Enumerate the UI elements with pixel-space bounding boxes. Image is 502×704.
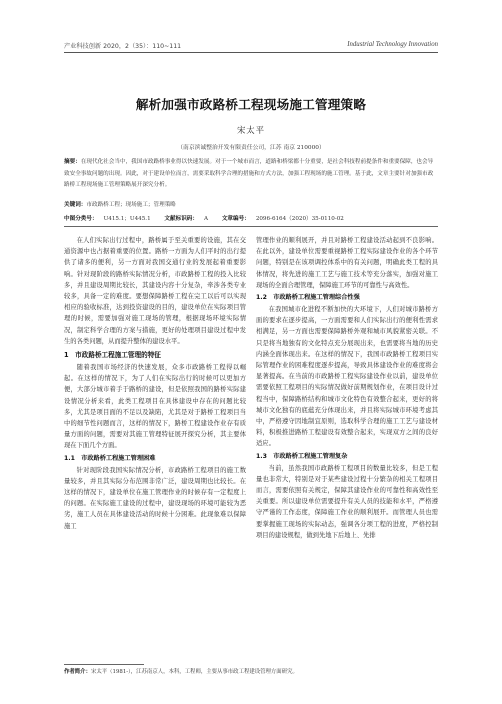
abstract-rule: [64, 226, 438, 227]
author-affiliation: （南京滨诚整治开发有限责任公司，江苏 南京 210000）: [177, 145, 325, 151]
doc-code-label: 文献标识码：: [164, 216, 198, 222]
footnote-label: 作者简介：: [64, 669, 91, 675]
subsection-1-3-paragraph: 当前，虽然我国市政路桥工程项目的数量比较多，但是工程量也非常大，特别是对于某些建设过程十分繁杂的相关工程项目而言，需要依照有关规定，保障其建设作业的可靠性和高效性至关重要。所以建设单位需要提升有关人员的技能和水平，严格遵守严谨的工作态度，保障施工作业的顺利展开。而管理人员也需要掌握施工现场的实际动态，强调各分项工程的进度，严格控制项目的建设规程，做到先地下后地上、先排: [256, 464, 438, 539]
keywords: [64, 200, 438, 208]
article-id-value: 2096-6164（2020）35-0110-02: [255, 216, 344, 222]
abstract: [64, 157, 438, 192]
abstract-label: 摘要：: [64, 159, 81, 165]
right-column: [256, 235, 438, 541]
keywords-text: 市政路桥工程；现场施工；管理策略: [86, 202, 176, 208]
section-1-paragraph: 随着我国市场经济的快速发展，众多市政路桥工程得以崛起。在这样的情况下，为了人们在实际出行的时候可以更加方便，大部分城市着手于路桥的建设，但是依照我国的路桥实际建设情况分析来看，此类工程项目在具体建设中存在的问题比较多，尤其是项目面的不足以及缺陷，尤其是对于路桥工程项目当中的细节性问题而言，这样的情况下，路桥工程建设作业存有质量方面的问题，需要对其施工管理特征展开探究分析，其主要体现在下面几个方面。: [64, 364, 246, 450]
subsection-1-2-paragraph: 在我国城市化进程不断加快的大环境下，人们对城市路桥方面的要求在逐步提高，一方面需要和人们实际出行的便利性需求相满足，另一方面也需要保障路桥外观和城市风貌紧密关联。不只是将当地独有的文化特点充分展现出来，也需要将当地的历史内涵全面体现出来。在这样的情况下，我国市政路桥工程项目实际管理作业的困难程度逐步提高，导致具体建设作业的难度将会显著提高。在当前的市政路桥工程实际建设作业以前，建设单位需要依照工程项目的实际情况做好前期规划作业，在项目设计过程当中，保障路桥结构和城市文化特色有效整合起来，更好的将城市文化独有的底蕴充分体现出来，并且将实际城市环境考虑其中，严格遵守因地制宜原则，选取科学合理的施工工艺与建设材料，积极推进路桥工程建设有效整合起来，实现双方之间的良好适应。: [256, 306, 438, 448]
author-footnote: [64, 667, 438, 675]
clc-label: 中图分类号：: [64, 216, 98, 222]
continued-paragraph: 管理作业的顺利展开，并且对路桥工程建设活动起到不良影响。在此以外，建设单位需要重视路桥工程实际建设作业的各个环节问题，特别是在该项调控体系中的有关问题，明确此类工程的具体情况，将先进的施工工艺与施工技术等充分落实，加强对施工现场的全面合理管理，保障施工环节的可靠性与高效性。: [256, 237, 438, 289]
footnote-text: 宋太平（1981-），江苏南京人，本科，工程师，主要从事市政工程建设管理方面研究。: [90, 669, 298, 675]
abstract-text: 在现代化社会当中，我国市政路桥事业得以快速发展。对于一个城市而言，道路和桥梁都十分重要，是社会科技程前提条件和重要保障，也会导致安全事故问题的出现。因此，对于建设单位而言，需要采取科学合理的措施和方式方法，加强工程现场的施工管理。基于此，文章主要针对加强市政路桥工程现场施工管理策略展开深究分析。: [64, 159, 434, 188]
journal-english-name: Industrial Technology Innovation: [347, 41, 438, 48]
classification-line: [64, 214, 438, 222]
article-title: 解析加强市政路桥工程现场施工管理策略: [135, 97, 367, 112]
intro-paragraph: 在人们实际出行过程中，路桥属于至关重要的设施，其在交通资源中也占据着重要的位置。路桥一方面为人们平时的出行提供了诸多的便利，另一方面对我国交通行业的发展起着重要影响。针对现阶段的路桥实际情况分析，市政路桥工程的投入比较多，并且建设周期比较长，其建设内容十分复杂，牵涉各类专业较多，具备一定的难度。要想保障路桥工程在完工以后可以实现相应的验收标准，达到投资建设的目的，建设单位在实际项目管理的时候，需要加强对施工现场的管理，根据现场环境实际情况，制定科学合理的方案与措施，更好的处理项目建设过程中发生的各类问题，从而提升整体的建设水平。: [64, 237, 246, 345]
footnote-rule: [64, 664, 144, 665]
subsection-heading-1-1: 1.1 市政路桥工程施工管理困难: [64, 454, 156, 462]
article-id-label: 文章编号：: [221, 216, 250, 222]
doc-code-value: A: [204, 216, 209, 222]
clc-value: U415.1；U445.1: [103, 216, 151, 222]
journal-citation: 产业科技创新 2020，2（35）：110~111: [64, 43, 182, 50]
subsection-heading-1-2: 1.2 市政路桥工程施工管理综合性强: [256, 294, 360, 302]
left-column: [64, 235, 246, 532]
header-rule: [64, 52, 438, 53]
subsection-heading-1-3: 1.3 市政路桥工程施工管理复杂: [256, 452, 348, 460]
subsection-1-1-paragraph: 针对现阶段我国实际情况分析，市政路桥工程项目的施工数量较多，并且其实际分布范围非常广泛，建设周期也比较长。在这样的情况下，建设单位在施工管理作业的时候存有一定程度上的问题。在实际施工建设的过程中，建设现场的环境可能较为恶劣，施工人员在具体建设活动的时候十分困难。此现象难以保障施工: [64, 466, 246, 530]
article-author: 宋太平: [236, 125, 266, 135]
section-heading-1: 1 市政路桥工程施工管理的特征: [64, 351, 161, 360]
keywords-label: 关键词：: [64, 202, 87, 208]
